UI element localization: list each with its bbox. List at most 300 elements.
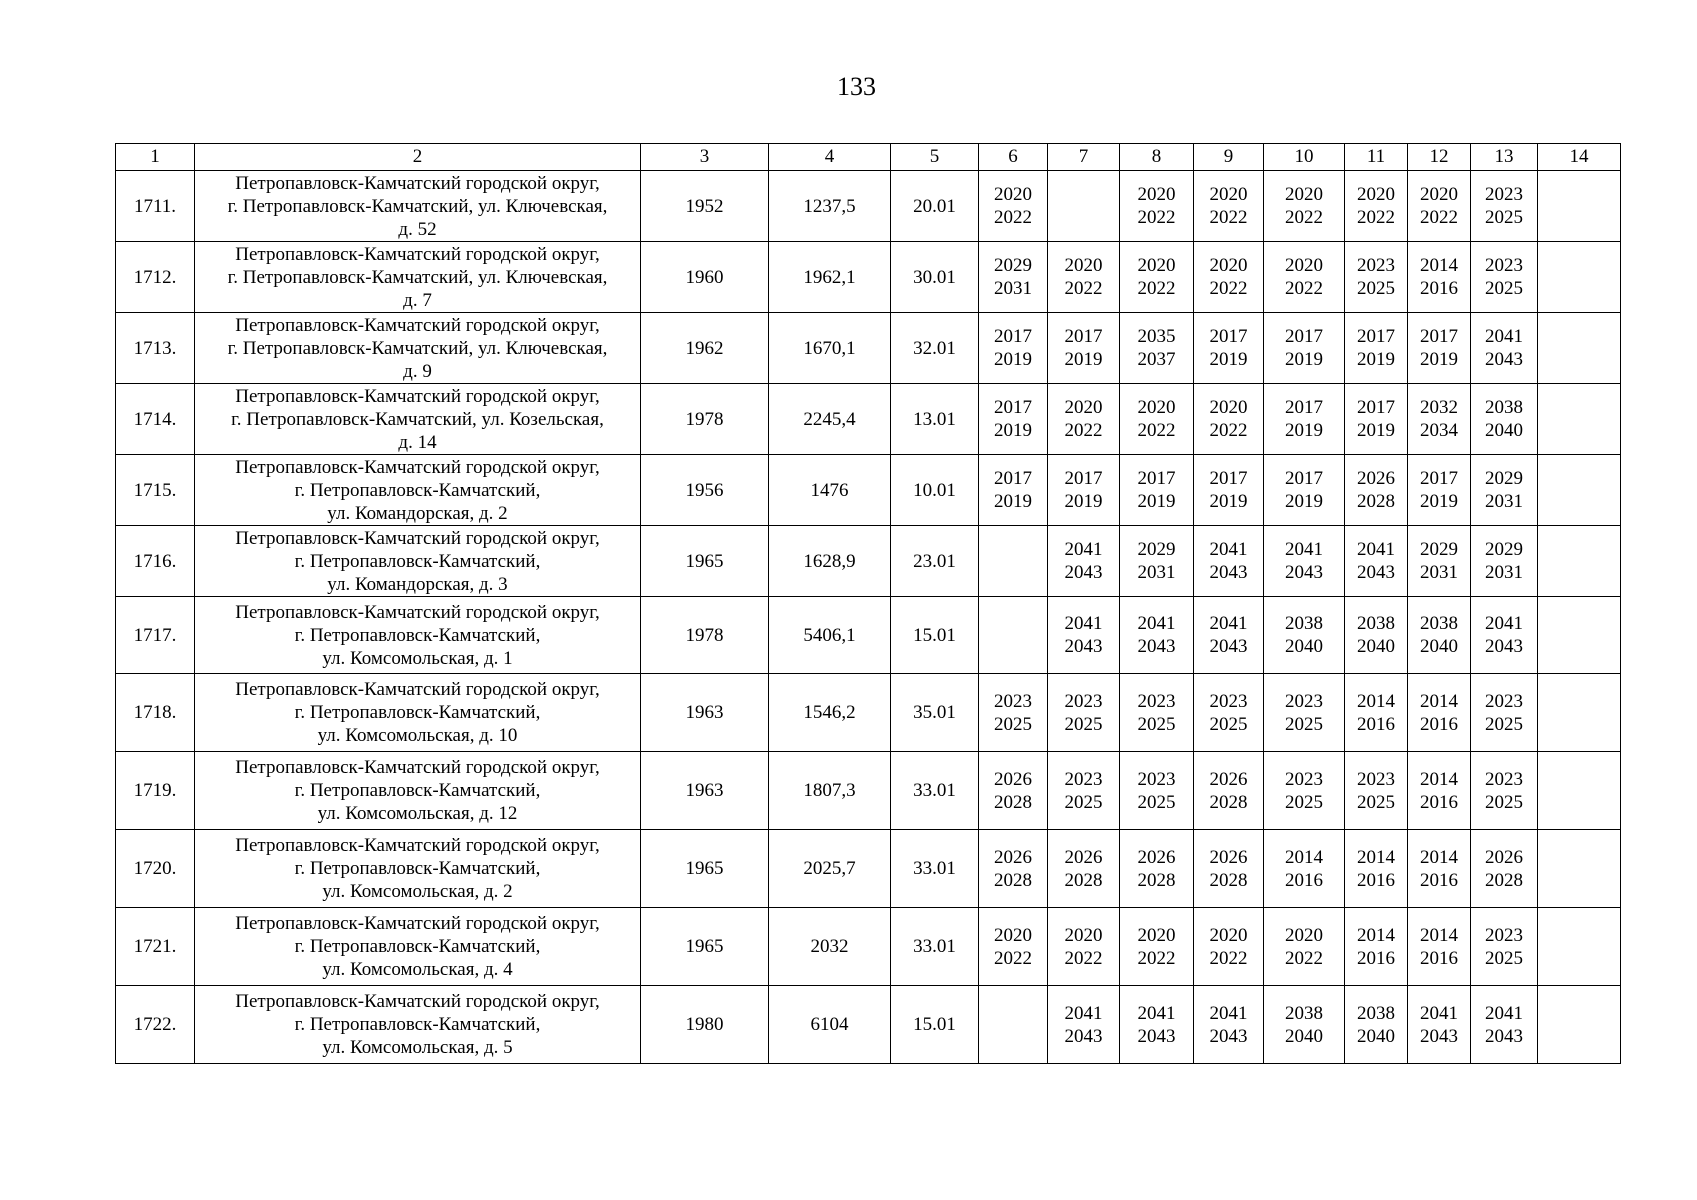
address-cell [195, 313, 641, 384]
period-start-year: 2026 [1064, 846, 1103, 868]
address-line: Петропавловск-Камчатский городской округ, [235, 172, 600, 194]
period-end-year: 2025 [1357, 791, 1395, 813]
period-end-year: 2022 [1137, 207, 1176, 228]
period-cell-c10 [1264, 908, 1345, 986]
period-start-year: 2014 [1420, 768, 1458, 790]
period-end-year: 2043 [1285, 562, 1323, 583]
period-cell-c11 [1345, 752, 1408, 830]
year-built-cell: 1962 [641, 313, 769, 384]
address-line: ул. Комсомольская, д. 1 [322, 647, 513, 669]
period-cell-c10 [1264, 171, 1345, 242]
period-end-year: 2025 [1485, 207, 1523, 228]
notes-cell [1538, 455, 1621, 526]
period-cell-c8 [1120, 455, 1194, 526]
period-end-year: 2019 [1285, 491, 1323, 512]
period-cell-c11 [1345, 455, 1408, 526]
period-end-year: 2043 [1485, 636, 1523, 657]
address-cell [195, 171, 641, 242]
address-line: ул. Комсомольская, д. 10 [317, 725, 518, 746]
area-cell: 1546,2 [769, 674, 891, 752]
period-cell-c6 [979, 242, 1048, 313]
period-end-year: 2025 [994, 713, 1032, 735]
year-built-cell: 1960 [641, 242, 769, 313]
period-start-year: 2041 [1064, 539, 1103, 560]
column-header: 8 [1120, 144, 1194, 171]
period-cell-c8 [1120, 674, 1194, 752]
address-line: ул. Комсомольская, д. 4 [322, 959, 513, 980]
period-end-year: 2016 [1420, 947, 1458, 969]
period-start-year: 2029 [1420, 539, 1458, 560]
period-end-year: 2025 [1485, 791, 1523, 813]
area-cell: 6104 [769, 986, 891, 1064]
period-end-year: 2040 [1285, 1025, 1323, 1047]
area-cell: 1237,5 [769, 171, 891, 242]
table-row [116, 830, 1621, 908]
period-start-year: 2041 [1485, 326, 1523, 347]
row-number-cell: 1713. [116, 313, 195, 384]
period-start-year: 2041 [1137, 1002, 1176, 1024]
period-end-year: 2019 [1209, 349, 1248, 370]
table-row [116, 171, 1621, 242]
address-line: Петропавловск-Камчатский городской округ, [235, 835, 600, 856]
address-line: Петропавловск-Камчатский городской округ, [235, 679, 600, 700]
code-cell: 33.01 [891, 752, 979, 830]
row-number-cell: 1718. [116, 674, 195, 752]
column-header: 9 [1194, 144, 1264, 171]
row-number-cell: 1712. [116, 242, 195, 313]
period-end-year: 2022 [1420, 207, 1458, 228]
period-end-year: 2022 [1285, 947, 1323, 969]
address-cell [195, 908, 641, 986]
period-cell-c8 [1120, 986, 1194, 1064]
address-line: г. Петропавловск-Камчатский, [294, 1014, 541, 1035]
year-built-cell: 1980 [641, 986, 769, 1064]
period-end-year: 2025 [1064, 713, 1103, 735]
period-start-year: 2023 [1064, 768, 1103, 790]
period-end-year: 2016 [1420, 791, 1458, 813]
address-line: Петропавловск-Камчатский городской округ, [235, 243, 600, 265]
period-cell-c12 [1408, 242, 1471, 313]
period-cell-c11 [1345, 830, 1408, 908]
period-end-year: 2019 [1137, 491, 1176, 512]
period-start-year: 2020 [1285, 255, 1323, 276]
period-start-year: 2014 [1420, 255, 1458, 276]
period-start-year: 2017 [1209, 326, 1248, 347]
period-start-year: 2041 [1420, 1002, 1458, 1024]
period-end-year: 2022 [994, 947, 1032, 969]
period-start-year: 2020 [1209, 184, 1248, 205]
period-end-year: 2016 [1357, 869, 1395, 891]
period-start-year: 2041 [1064, 1002, 1103, 1024]
period-cell-c6 [979, 986, 1048, 1064]
table-row [116, 384, 1621, 455]
period-cell-c11 [1345, 908, 1408, 986]
period-start-year: 2023 [1137, 690, 1176, 712]
period-cell-c8 [1120, 384, 1194, 455]
period-end-year: 2016 [1420, 869, 1458, 891]
period-cell-c7 [1048, 384, 1120, 455]
period-end-year: 2022 [1137, 947, 1176, 969]
notes-cell [1538, 986, 1621, 1064]
code-cell: 15.01 [891, 986, 979, 1064]
row-number-cell: 1719. [116, 752, 195, 830]
period-start-year: 2017 [1357, 397, 1395, 418]
period-cell-c6 [979, 597, 1048, 674]
period-cell-c13 [1471, 455, 1538, 526]
address-cell [195, 597, 641, 674]
period-start-year: 2023 [1209, 690, 1248, 712]
row-number-cell: 1721. [116, 908, 195, 986]
period-start-year: 2023 [1357, 255, 1395, 276]
period-end-year: 2025 [1485, 947, 1523, 969]
year-built-cell: 1965 [641, 908, 769, 986]
period-cell-c12 [1408, 526, 1471, 597]
period-start-year: 2023 [1485, 690, 1523, 712]
address-line: ул. Комсомольская, д. 12 [317, 803, 518, 824]
period-cell-c6 [979, 313, 1048, 384]
code-cell: 30.01 [891, 242, 979, 313]
address-line: г. Петропавловск-Камчатский, ул. Ключевская, [227, 195, 608, 217]
column-header: 11 [1345, 144, 1408, 171]
period-end-year: 2025 [1064, 791, 1103, 813]
period-cell-c12 [1408, 752, 1471, 830]
period-cell-c13 [1471, 597, 1538, 674]
period-end-year: 2022 [1209, 207, 1248, 228]
period-end-year: 2022 [994, 207, 1032, 228]
period-end-year: 2043 [1209, 636, 1248, 657]
period-cell-c13 [1471, 674, 1538, 752]
period-cell-c6 [979, 526, 1048, 597]
area-cell: 5406,1 [769, 597, 891, 674]
period-start-year: 2017 [1285, 468, 1323, 489]
period-end-year: 2022 [1209, 947, 1248, 969]
notes-cell [1538, 908, 1621, 986]
column-number-row [116, 144, 1621, 171]
address-cell [195, 242, 641, 313]
address-cell [195, 526, 641, 597]
period-start-year: 2020 [1285, 184, 1323, 205]
period-start-year: 2017 [994, 326, 1032, 347]
period-end-year: 2025 [1485, 278, 1523, 299]
period-cell-c9 [1194, 597, 1264, 674]
period-start-year: 2029 [1485, 468, 1523, 489]
period-start-year: 2014 [1420, 846, 1458, 868]
code-cell: 10.01 [891, 455, 979, 526]
period-start-year: 2017 [1285, 326, 1323, 347]
period-cell-c8 [1120, 526, 1194, 597]
period-end-year: 2034 [1420, 420, 1458, 441]
period-start-year: 2041 [1137, 613, 1176, 634]
period-cell-c6 [979, 908, 1048, 986]
table-row [116, 752, 1621, 830]
period-cell-c10 [1264, 986, 1345, 1064]
table-row [116, 597, 1621, 674]
period-start-year: 2020 [1357, 184, 1395, 205]
period-start-year: 2029 [1137, 539, 1176, 560]
period-start-year: 2026 [994, 846, 1032, 868]
period-cell-c13 [1471, 171, 1538, 242]
period-end-year: 2019 [1420, 349, 1458, 370]
period-start-year: 2020 [1137, 255, 1176, 276]
period-cell-c13 [1471, 908, 1538, 986]
period-end-year: 2019 [994, 420, 1032, 441]
period-cell-c6 [979, 384, 1048, 455]
row-number-cell: 1715. [116, 455, 195, 526]
period-cell-c8 [1120, 830, 1194, 908]
area-cell: 1807,3 [769, 752, 891, 830]
period-cell-c11 [1345, 171, 1408, 242]
period-cell-c6 [979, 674, 1048, 752]
period-cell-c9 [1194, 455, 1264, 526]
area-cell: 1670,1 [769, 313, 891, 384]
period-cell-c10 [1264, 597, 1345, 674]
column-header: 7 [1048, 144, 1120, 171]
period-start-year: 2020 [1137, 184, 1176, 205]
address-line: г. Петропавловск-Камчатский, [294, 780, 541, 801]
period-end-year: 2031 [1485, 562, 1523, 583]
period-start-year: 2041 [1209, 613, 1248, 634]
period-end-year: 2028 [1485, 869, 1523, 891]
period-end-year: 2028 [1137, 869, 1176, 891]
row-number-cell: 1714. [116, 384, 195, 455]
period-start-year: 2023 [1485, 768, 1523, 790]
period-start-year: 2020 [994, 184, 1032, 205]
row-number-cell: 1716. [116, 526, 195, 597]
period-cell-c13 [1471, 526, 1538, 597]
period-cell-c6 [979, 171, 1048, 242]
period-end-year: 2016 [1357, 947, 1395, 969]
period-end-year: 2043 [1420, 1025, 1458, 1047]
period-cell-c12 [1408, 830, 1471, 908]
year-built-cell: 1952 [641, 171, 769, 242]
period-cell-c10 [1264, 674, 1345, 752]
period-start-year: 2017 [1420, 326, 1458, 347]
period-end-year: 2016 [1285, 869, 1323, 891]
column-header: 12 [1408, 144, 1471, 171]
column-header: 14 [1538, 144, 1621, 171]
period-end-year: 2028 [1209, 869, 1248, 891]
year-built-cell: 1965 [641, 830, 769, 908]
period-start-year: 2020 [1137, 924, 1176, 946]
address-line: д. 52 [398, 218, 437, 240]
code-cell: 13.01 [891, 384, 979, 455]
period-cell-c8 [1120, 242, 1194, 313]
period-end-year: 2028 [1209, 791, 1248, 813]
period-end-year: 2043 [1064, 636, 1103, 657]
period-cell-c7 [1048, 830, 1120, 908]
column-header: 10 [1264, 144, 1345, 171]
column-header: 3 [641, 144, 769, 171]
area-cell: 2032 [769, 908, 891, 986]
period-start-year: 2020 [1064, 255, 1103, 276]
period-end-year: 2016 [1420, 278, 1458, 299]
period-cell-c7 [1048, 313, 1120, 384]
code-cell: 15.01 [891, 597, 979, 674]
address-line: ул. Комсомольская, д. 2 [322, 881, 513, 902]
period-cell-c7 [1048, 526, 1120, 597]
period-cell-c6 [979, 455, 1048, 526]
period-end-year: 2019 [1064, 349, 1103, 370]
period-end-year: 2043 [1064, 562, 1103, 583]
area-cell: 2245,4 [769, 384, 891, 455]
period-end-year: 2037 [1137, 349, 1176, 370]
period-cell-c13 [1471, 313, 1538, 384]
area-cell: 1628,9 [769, 526, 891, 597]
period-cell-c7 [1048, 986, 1120, 1064]
address-line: г. Петропавловск-Камчатский, ул. Козельская, [231, 408, 604, 430]
period-start-year: 2041 [1209, 539, 1248, 560]
period-cell-c9 [1194, 526, 1264, 597]
period-start-year: 2041 [1209, 1002, 1248, 1024]
table-row [116, 526, 1621, 597]
period-end-year: 2031 [994, 278, 1032, 299]
code-cell: 33.01 [891, 908, 979, 986]
period-start-year: 2020 [1285, 924, 1323, 946]
period-end-year: 2028 [1357, 491, 1395, 512]
period-cell-c12 [1408, 597, 1471, 674]
period-end-year: 2022 [1285, 207, 1323, 228]
notes-cell [1538, 171, 1621, 242]
period-start-year: 2023 [1485, 924, 1523, 946]
address-line: ул. Командорская, д. 3 [327, 573, 508, 595]
period-end-year: 2025 [1285, 713, 1323, 735]
period-end-year: 2043 [1209, 1025, 1248, 1047]
period-end-year: 2025 [1209, 713, 1248, 735]
period-cell-c9 [1194, 752, 1264, 830]
period-start-year: 2017 [1064, 468, 1103, 489]
year-built-cell: 1978 [641, 384, 769, 455]
period-cell-c9 [1194, 830, 1264, 908]
period-cell-c13 [1471, 384, 1538, 455]
period-start-year: 2017 [1064, 326, 1103, 347]
address-line: ул. Комсомольская, д. 5 [322, 1037, 513, 1058]
notes-cell [1538, 242, 1621, 313]
period-cell-c12 [1408, 986, 1471, 1064]
period-start-year: 2023 [1285, 768, 1323, 790]
period-cell-c8 [1120, 752, 1194, 830]
period-cell-c7 [1048, 597, 1120, 674]
address-line: г. Петропавловск-Камчатский, [294, 479, 541, 501]
address-line: г. Петропавловск-Камчатский, [294, 550, 541, 572]
table-row [116, 986, 1621, 1064]
period-end-year: 2031 [1420, 562, 1458, 583]
period-start-year: 2041 [1485, 1002, 1523, 1024]
code-cell: 20.01 [891, 171, 979, 242]
address-line: Петропавловск-Камчатский городской округ, [235, 991, 600, 1012]
row-number-cell: 1720. [116, 830, 195, 908]
period-end-year: 2019 [1357, 349, 1395, 370]
period-start-year: 2026 [1209, 768, 1248, 790]
period-start-year: 2023 [994, 690, 1032, 712]
period-end-year: 2043 [1485, 349, 1523, 370]
period-end-year: 2016 [1420, 713, 1458, 735]
period-cell-c7 [1048, 242, 1120, 313]
period-end-year: 2019 [994, 349, 1032, 370]
period-cell-c7 [1048, 674, 1120, 752]
period-start-year: 2020 [1420, 184, 1458, 205]
period-cell-c9 [1194, 171, 1264, 242]
period-cell-c7 [1048, 455, 1120, 526]
notes-cell [1538, 313, 1621, 384]
period-end-year: 2040 [1485, 420, 1523, 441]
period-end-year: 2022 [1285, 278, 1323, 299]
address-line: ул. Командорская, д. 2 [327, 502, 508, 524]
period-end-year: 2040 [1420, 636, 1458, 657]
table-row [116, 313, 1621, 384]
address-line: г. Петропавловск-Камчатский, [294, 702, 541, 723]
period-cell-c10 [1264, 830, 1345, 908]
table-row [116, 908, 1621, 986]
period-start-year: 2038 [1357, 1002, 1395, 1024]
period-start-year: 2038 [1285, 1002, 1323, 1024]
column-header: 1 [116, 144, 195, 171]
column-header: 4 [769, 144, 891, 171]
period-end-year: 2040 [1357, 636, 1395, 657]
period-end-year: 2025 [1137, 791, 1176, 813]
period-start-year: 2014 [1285, 846, 1323, 868]
period-start-year: 2023 [1137, 768, 1176, 790]
period-cell-c7 [1048, 171, 1120, 242]
period-start-year: 2020 [1064, 924, 1103, 946]
code-cell: 23.01 [891, 526, 979, 597]
period-cell-c7 [1048, 752, 1120, 830]
period-end-year: 2022 [1064, 947, 1103, 969]
period-start-year: 2041 [1064, 613, 1103, 634]
period-cell-c11 [1345, 313, 1408, 384]
period-cell-c11 [1345, 986, 1408, 1064]
address-line: г. Петропавловск-Камчатский, [294, 858, 541, 879]
period-cell-c11 [1345, 597, 1408, 674]
period-end-year: 2043 [1209, 562, 1248, 583]
address-line: Петропавловск-Камчатский городской округ, [235, 527, 600, 549]
period-start-year: 2029 [994, 255, 1032, 276]
year-built-cell: 1963 [641, 674, 769, 752]
year-built-cell: 1963 [641, 752, 769, 830]
address-line: д. 7 [403, 289, 432, 311]
period-start-year: 2020 [1209, 397, 1248, 418]
period-end-year: 2019 [1420, 491, 1458, 512]
year-built-cell: 1965 [641, 526, 769, 597]
period-cell-c9 [1194, 674, 1264, 752]
period-start-year: 2026 [994, 768, 1032, 790]
period-cell-c8 [1120, 597, 1194, 674]
address-line: Петропавловск-Камчатский городской округ, [235, 456, 600, 478]
period-cell-c9 [1194, 384, 1264, 455]
period-end-year: 2019 [1357, 420, 1395, 441]
period-start-year: 2017 [1137, 468, 1176, 489]
period-start-year: 2020 [1209, 255, 1248, 276]
period-start-year: 2017 [1285, 397, 1323, 418]
period-start-year: 2020 [1137, 397, 1176, 418]
period-cell-c12 [1408, 455, 1471, 526]
period-cell-c10 [1264, 455, 1345, 526]
period-start-year: 2041 [1357, 539, 1395, 560]
notes-cell [1538, 830, 1621, 908]
period-end-year: 2043 [1137, 1025, 1176, 1047]
period-start-year: 2017 [1357, 326, 1395, 347]
year-built-cell: 1978 [641, 597, 769, 674]
period-start-year: 2026 [1485, 846, 1523, 868]
period-start-year: 2020 [1209, 924, 1248, 946]
period-start-year: 2020 [1064, 397, 1103, 418]
period-end-year: 2043 [1357, 562, 1395, 583]
period-end-year: 2019 [1285, 420, 1323, 441]
period-cell-c6 [979, 752, 1048, 830]
period-start-year: 2023 [1285, 690, 1323, 712]
period-cell-c11 [1345, 526, 1408, 597]
period-start-year: 2035 [1137, 326, 1176, 347]
column-header: 5 [891, 144, 979, 171]
